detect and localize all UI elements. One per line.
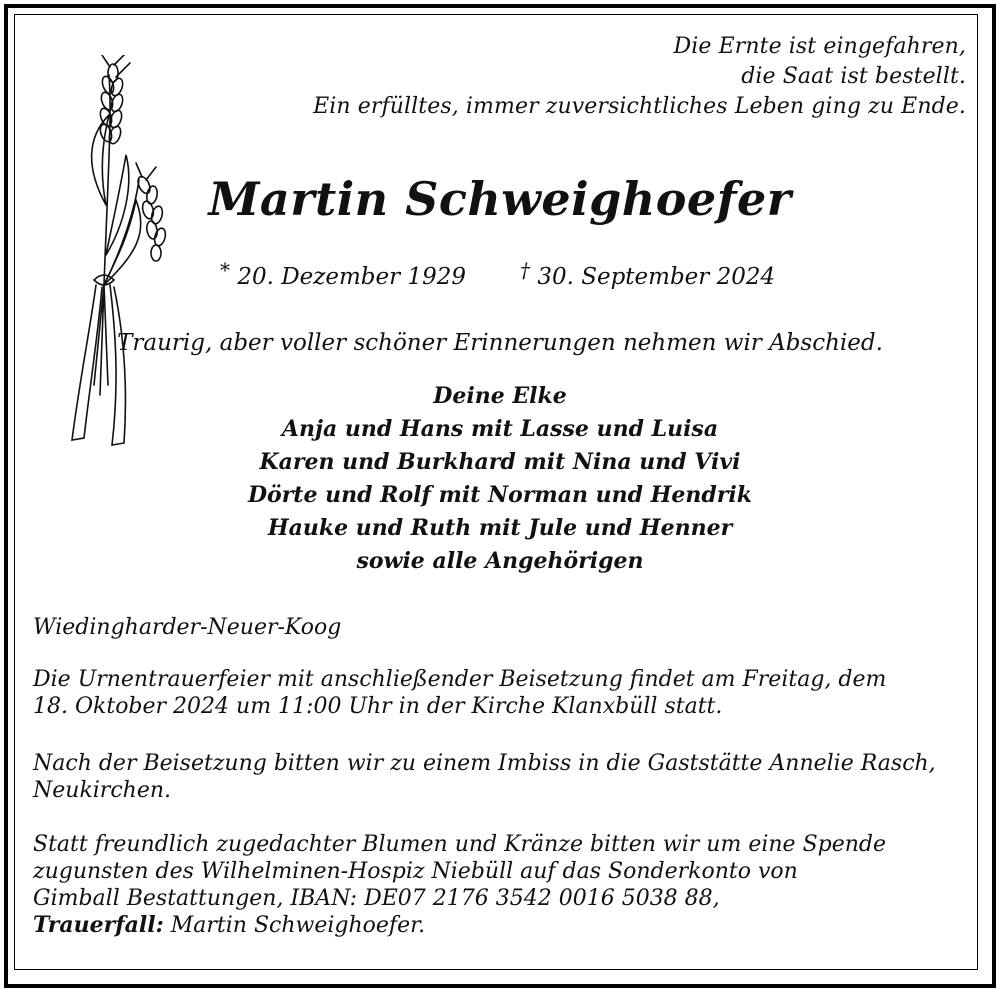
donation-line-1: Statt freundlich zugedachter Blumen und Kränze bitten wir um eine Spende [33,832,887,857]
ceremony-paragraph [33,666,969,720]
family-line: Dörte und Rolf mit Norman und Hendrik [247,482,753,508]
reception-line-2: Neukirchen. [33,778,171,803]
donation-paragraph [33,831,969,939]
reception-line-1: Nach der Beisetzung bitten wir zu einem Imbiss in die Gaststätte Annelie Rasch, [33,751,936,776]
verse-line-3: Ein erfülltes, immer zuversichtliches Leben ging zu Ende. [313,94,966,119]
family-line: Karen und Burkhard mit Nina und Vivi [259,449,741,475]
death-date-text: 30. September 2024 [537,264,776,290]
birth-date-text: 20. Dezember 1929 [237,264,466,290]
family-list [0,380,1000,578]
deceased-name: Martin Schweighoefer [208,172,792,226]
verse-line-1: Die Ernte ist eingefahren, [673,34,966,59]
ceremony-line-2: 18. Oktober 2024 um 11:00 Uhr in der Kirche Klanxbüll statt. [33,694,723,719]
case-label: Trauerfall: [33,912,164,938]
family-line: Anja und Hans mit Lasse und Luisa [281,416,719,442]
birth-date [220,258,466,290]
ceremony-line-1: Die Urnentrauerfeier mit anschließender Beisetzung findet am Freitag, dem [33,667,887,692]
death-date [520,258,775,290]
donation-line-3: Gimball Bestattungen, IBAN: DE07 2176 3542 0016 5038 88, [33,886,720,911]
family-line: Hauke und Ruth mit Jule und Henner [267,515,733,541]
verse [313,32,966,122]
death-cross-symbol: † [520,258,530,282]
verse-line-2: die Saat ist bestellt. [741,64,966,89]
farewell-text: Traurig, aber voller schöner Erinnerungen nehmen wir Abschied. [117,330,883,356]
family-line: Deine Elke [433,383,567,409]
birth-star-symbol: * [220,258,230,282]
case-line [33,912,969,939]
family-line: sowie alle Angehörigen [356,548,644,574]
donation-line-2: zugunsten des Wilhelminen-Hospiz Niebüll auf das Sonderkonto von [33,859,798,884]
reception-paragraph [33,750,969,804]
place-name: Wiedingharder-Neuer-Koog [33,615,342,640]
case-value: Martin Schweighoefer. [163,913,426,938]
